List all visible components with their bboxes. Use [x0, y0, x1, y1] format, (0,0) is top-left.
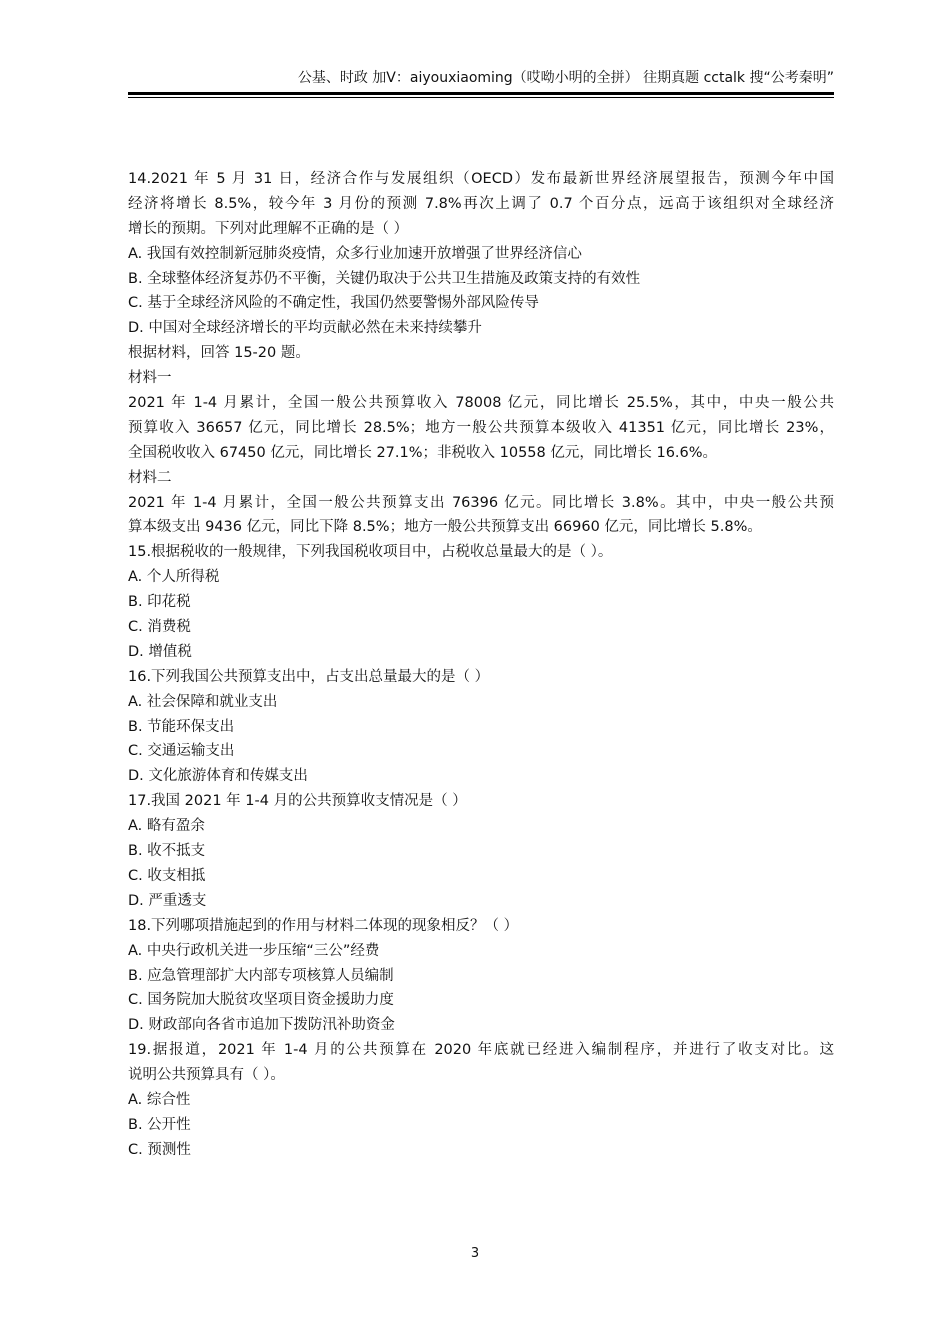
- q15-option-b: B. 印花税: [128, 594, 191, 611]
- header-rule-thick: [128, 92, 834, 95]
- material-1-line-3: 全国税收收入 67450 亿元，同比增长 27.1%；非税收入 10558 亿元，同比增长 16.6%。: [128, 444, 718, 461]
- q18-option-c: C. 国务院加大脱贫攻坚项目资金援助力度: [128, 992, 394, 1009]
- material-2-line-2: 算本级支出 9436 亿元，同比下降 8.5%；地方一般公共预算支出 66960 亿元，同比增长 5.8%。: [128, 519, 762, 536]
- material-1-title: 材料一: [128, 370, 172, 387]
- q14-option-c: C. 基于全球经济风险的不确定性，我国仍然要警惕外部风险传导: [128, 295, 539, 312]
- q16-option-d: D. 文化旅游体育和传媒支出: [128, 768, 308, 785]
- q14-stem-line-3: 增长的预期。下列对此理解不正确的是（ ）: [128, 220, 409, 237]
- header-rule-thin: [128, 97, 834, 98]
- q18-option-d: D. 财政部向各省市追加下拨防汛补助资金: [128, 1017, 395, 1034]
- q14-option-b: B. 全球整体经济复苏仍不平衡，关键仍取决于公共卫生措施及政策支持的有效性: [128, 270, 641, 287]
- q17-option-b: B. 收不抵支: [128, 843, 206, 860]
- q19-stem-line-2: 说明公共预算具有（ ）。: [128, 1067, 285, 1084]
- page-number: 3: [470, 1246, 480, 1261]
- q19-stem-line-1: 19.据报道，2021 年 1-4 月的公共预算在 2020 年底就已经进入编制程序，并进行了收支对比。这: [128, 1042, 834, 1059]
- q17-stem: 17.我国 2021 年 1-4 月的公共预算收支情况是（ ）: [128, 793, 467, 810]
- q14-stem-line-2: 经济将增长 8.5%，较今年 3 月份的预测 7.8%再次上调了 0.7 个百分点，远高于该组织对全球经济: [128, 195, 834, 212]
- q19-option-a: A. 综合性: [128, 1091, 191, 1108]
- q14-stem-line-1: 14.2021 年 5 月 31 日，经济合作与发展组织（OECD）发布最新世界经济展望报告，预测今年中国: [128, 171, 834, 187]
- q16-option-a: A. 社会保障和就业支出: [128, 693, 278, 710]
- q15-option-d: D. 增值税: [128, 643, 192, 660]
- q15-stem: 15.根据税收的一般规律，下列我国税收项目中，占税收总量最大的是（ ）。: [128, 544, 613, 561]
- material-1-line-1: 2021 年 1-4 月累计，全国一般公共预算收入 78008 亿元，同比增长 25.5%，其中，中央一般公共: [128, 395, 834, 412]
- q17-option-a: A. 略有盈余: [128, 818, 205, 835]
- q14-option-a: A. 我国有效控制新冠肺炎疫情，众多行业加速开放增强了世界经济信心: [128, 245, 582, 262]
- q19-option-c: C. 预测性: [128, 1141, 191, 1158]
- q15-option-c: C. 消费税: [128, 619, 191, 636]
- q18-stem: 18.下列哪项措施起到的作用与材料二体现的现象相反？（ ）: [128, 917, 519, 934]
- q16-option-c: C. 交通运输支出: [128, 743, 235, 760]
- q17-option-c: C. 收支相抵: [128, 867, 206, 884]
- material-1-line-2: 预算收入 36657 亿元，同比增长 28.5%；地方一般公共预算本级收入 41351 亿元，同比增长 23%，: [128, 419, 834, 436]
- document-body: [128, 167, 834, 1163]
- q19-option-b: B. 公开性: [128, 1116, 191, 1133]
- q18-option-a: A. 中央行政机关进一步压缩“三公”经费: [128, 942, 380, 959]
- q16-option-b: B. 节能环保支出: [128, 718, 235, 735]
- q15-option-a: A. 个人所得税: [128, 569, 220, 586]
- material-intro: 根据材料，回答 15-20 题。: [128, 345, 310, 362]
- q18-option-b: B. 应急管理部扩大内部专项核算人员编制: [128, 967, 394, 984]
- q16-stem: 16.下列我国公共预算支出中，占支出总量最大的是（ ）: [128, 668, 490, 685]
- q14-option-d: D. 中国对全球经济增长的平均贡献必然在未来持续攀升: [128, 320, 482, 337]
- material-2-title: 材料二: [128, 469, 172, 486]
- page-header: 公基、时政 加V：aiyouxiaoming（哎呦小明的全拼） 往期真题 cctalk 搜“公考秦明”: [297, 70, 834, 86]
- q17-option-d: D. 严重透支: [128, 892, 207, 909]
- material-2-line-1: 2021 年 1-4 月累计，全国一般公共预算支出 76396 亿元。同比增长 3.8%。其中，中央一般公共预: [128, 494, 834, 511]
